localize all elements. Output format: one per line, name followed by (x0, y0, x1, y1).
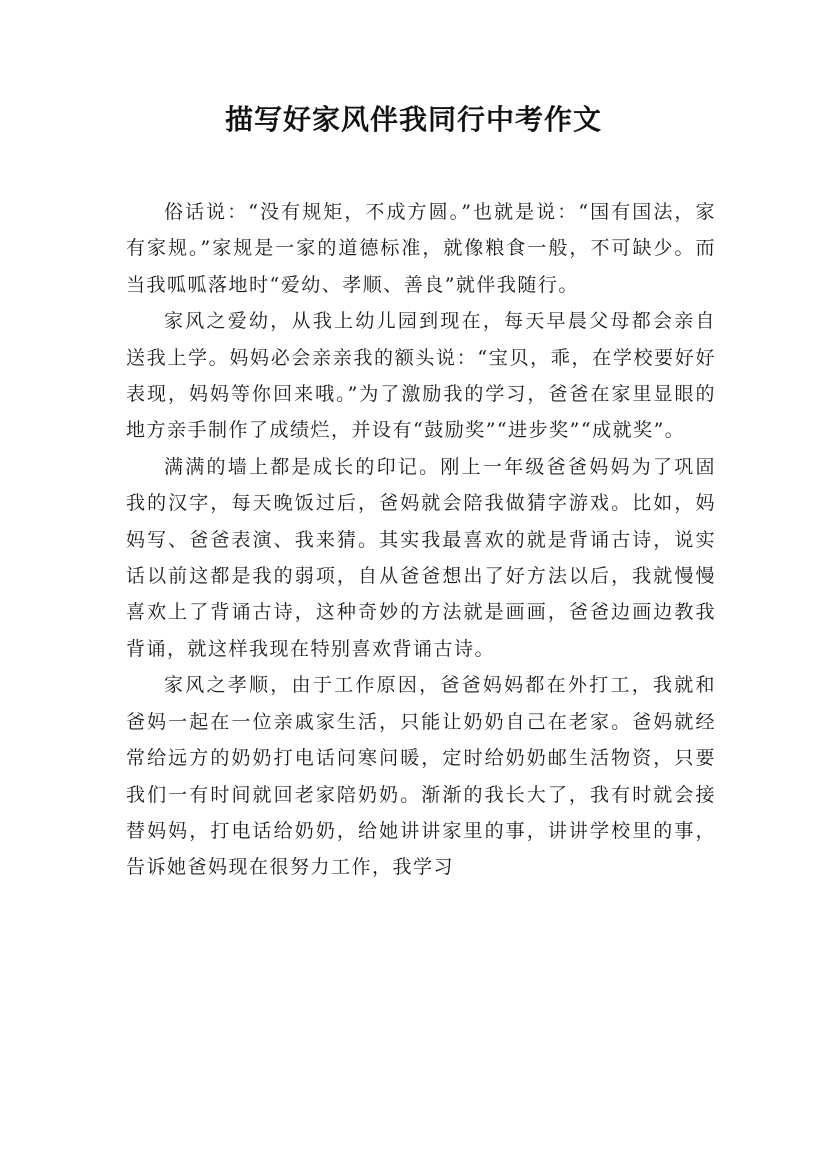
paragraph-3: 满满的墙上都是成长的印记。刚上一年级爸爸妈妈为了巩固我的汉字，每天晚饭过后，爸妈就会陪我做猜字游戏。比如，妈妈写、爸爸表演、我来猜。其实我最喜欢的就是背诵古诗，说实话以前这都是我的弱项，自从爸爸想出了好方法以后，我就慢慢喜欢上了背诵古诗，这种奇妙的方法就是画画，爸爸边画边教我背诵，就这样我现在特别喜欢背诵古诗。 (126, 455, 716, 660)
document-body (126, 194, 716, 886)
document-title: 描写好家风伴我同行中考作文 (224, 103, 602, 136)
paragraph-2: 家风之爱幼，从我上幼儿园到现在，每天早晨父母都会亲自送我上学。妈妈必会亲亲我的额头说：“宝贝，乖，在学校要好好表现，妈妈等你回来哦。”为了激励我的学习，爸爸在家里显眼的地方亲手制作了成绩烂，并设有“鼓励奖”“进步奖”“成就奖”。 (126, 310, 716, 442)
paragraph-4: 家风之孝顺，由于工作原因，爸爸妈妈都在外打工，我就和爸妈一起在一位亲戚家生活，只能让奶奶自己在老家。爸妈就经常给远方的奶奶打电话问寒问暖，定时给奶奶邮生活物资，只要我们一有时间就回老家陪奶奶。渐渐的我长大了，我有时就会接替妈妈，打电话给奶奶，给她讲讲家里的事，讲讲学校里的事，告诉她爸妈现在很努力工作，我学习 (126, 674, 716, 879)
paragraph-1: 俗话说：“没有规矩，不成方圆。”也就是说：“国有国法，家有家规。”家规是一家的道德标准，就像粮食一般，不可缺少。而当我呱呱落地时“爱幼、孝顺、善良”就伴我随行。 (126, 201, 716, 296)
